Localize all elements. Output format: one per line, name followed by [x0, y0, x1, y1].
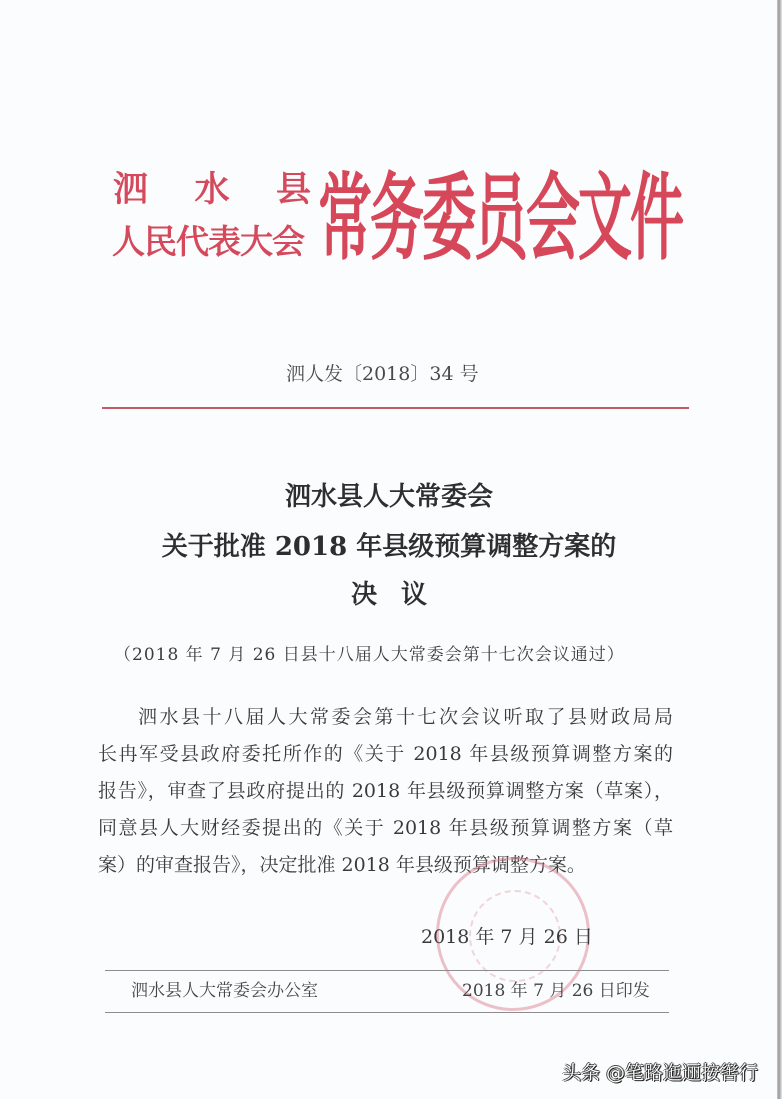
body-line: 长冉军受县政府委托所作的《关于 2018 年县级预算调整方案的: [98, 743, 673, 765]
title-line-3: 决议: [350, 580, 451, 610]
page-edge-shadow: [777, 0, 782, 1099]
signature-date: 2018 年 7 月 26 日: [421, 926, 593, 948]
issuing-office: 泗水县人大常委会办公室: [131, 981, 318, 1001]
adoption-note: （2018 年 7 月 26 日县十八届人大常委会第十七次会议通过）: [114, 645, 625, 665]
masthead-congress-name: 人民代表大会: [112, 222, 304, 261]
footer-top-rule: [105, 970, 669, 971]
document-number: 泗人发〔2018〕34 号: [286, 363, 479, 385]
source-watermark: 头条 @笔路迤逦按辔行: [562, 1062, 759, 1084]
masthead-char: 泗: [113, 169, 149, 210]
title-line-2: 关于批准 2018 年县级预算调整方案的: [161, 532, 617, 562]
footer-bottom-rule: [105, 1012, 669, 1013]
issue-date: 2018 年 7 月 26 日印发: [462, 981, 650, 1001]
masthead-big-char: 员: [474, 161, 528, 273]
masthead-big-char: 委: [422, 161, 476, 273]
body-line: 案）的审查报告》，决定批准 2018 年县级预算调整方案。: [98, 854, 586, 876]
body-line: 同意县人大财经委提出的《关于 2018 年县级预算调整方案（草: [98, 817, 673, 839]
masthead-big-char: 文: [578, 161, 632, 273]
masthead-county-name: [113, 168, 311, 212]
red-separator-line: [102, 407, 689, 409]
body-line: 泗水县十八届人大常委会第十七次会议听取了县财政局局: [138, 706, 673, 728]
masthead-big-title: [318, 162, 682, 272]
masthead-big-char: 会: [526, 161, 580, 273]
masthead-big-char: 件: [630, 161, 684, 273]
masthead-big-char: 务: [370, 161, 424, 273]
masthead-big-char: 常: [318, 161, 372, 273]
masthead-char: 县: [275, 169, 311, 210]
masthead-char: 水: [194, 169, 230, 210]
title-line-1: 泗水县人大常委会: [284, 482, 493, 512]
body-line: 报告》，审查了县政府提出的 2018 年县级预算调整方案（草案），: [98, 780, 673, 802]
